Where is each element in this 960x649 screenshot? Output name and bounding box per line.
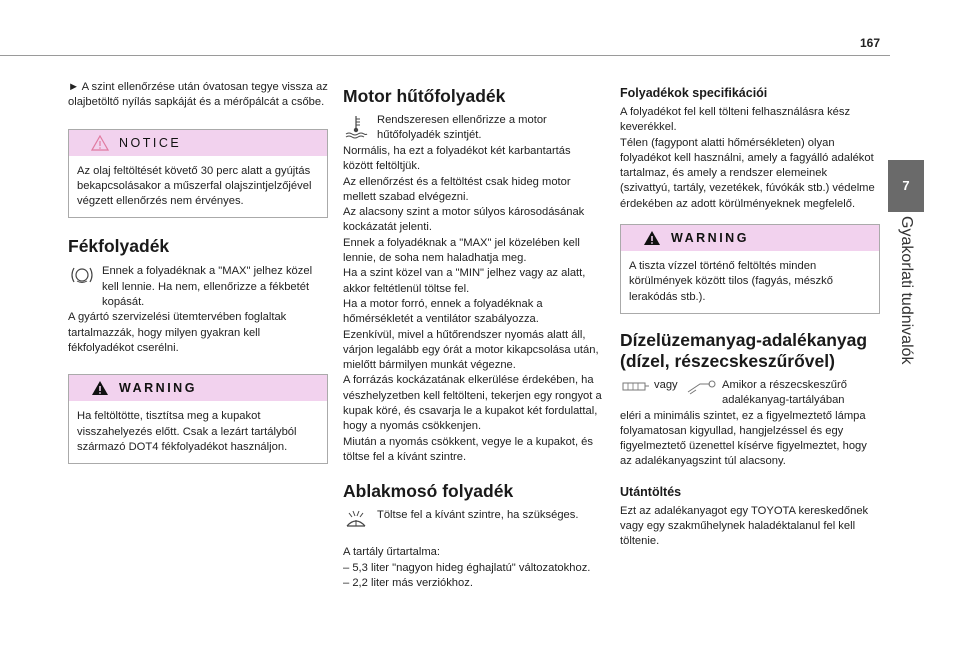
coolant-heading: Motor hűtőfolyadék — [343, 86, 506, 106]
spec-text-2: Télen (fagypont alatti hőmérsékleten) olyan folyadékot kell használni, amely a fagyálló adalékot tartalmaz, és amely a rendszer elemeinek (szivattyú, tartály, vezetékek, fúvókák stb.) védelme érdekében az adott körülményeknek megfelelő. — [620, 136, 875, 210]
washer-text-wrap — [377, 508, 603, 537]
washer-text: Töltse fel a kívánt szintre, ha szükséges. — [377, 509, 579, 522]
warning-box-water — [620, 224, 880, 314]
washer-option-1: – 5,3 liter "nagyon hideg éghajlatú" változatokhoz. — [343, 561, 591, 574]
notice-label: NOTICE — [119, 135, 182, 150]
warning-label-brake: WARNING — [119, 381, 197, 396]
warning-box-brake — [68, 374, 328, 464]
chapter-tab: 7 — [888, 160, 924, 212]
column-1 — [68, 80, 328, 464]
page-number: 167 — [859, 36, 880, 50]
notice-box — [68, 129, 328, 219]
diesel-additive-heading: Dízelüzemanyag-adalékanyag (dízel, részecskeszűrővel) — [620, 329, 868, 371]
brake-fluid-row — [68, 264, 328, 310]
diesel-text-2: eléri a minimális szintet, ez a figyelmeztető lámpa folyamatosan kigyullad, hangjelzéssel és egy figyelmeztető üzenettel kísérve figyelmeztet, hogy az adalékanyagszint túl alacsony. — [620, 409, 867, 468]
notice-body — [69, 156, 327, 218]
notice-text: Az olaj feltöltését követő 30 perc alatt a gyújtás bekapcsolásakor a műszerfal olajszintjelzőjével végzett ellenőrzés nem érvényes. — [77, 164, 312, 208]
diesel-text-1-wrap — [722, 378, 880, 409]
spec-text-1: A folyadékot fel kell tölteni felhasználásra kész keverékkel. — [620, 106, 851, 134]
header-rule — [0, 55, 890, 56]
brake-fluid-heading: Fékfolyadék — [68, 236, 170, 257]
brake-fluid-text-2: A gyártó szervizelési ütemtervében foglaltak tartalmazzák, hogy milyen gyakran kell fékfolyadékot cserélni. — [68, 311, 287, 354]
coolant-line-5: Ennek a folyadéknak a "MAX" jel közelében kell lennie, de soha nem haladhatja meg. — [343, 236, 580, 265]
brake-fluid-icon — [68, 264, 102, 310]
diesel-text-1: Amikor a részecskeszűrő adalékanyag-tartályában — [722, 378, 847, 407]
refill-heading: Utántöltés — [620, 484, 682, 499]
coolant-line-3: Az ellenőrzést és a feltöltést csak hideg motor mellett szabad elvégezni. — [343, 175, 571, 203]
coolant-line-4: Az alacsony szint a motor súlyos károsodásának kockázatát jelenti. — [343, 206, 585, 234]
warning-label-water: WARNING — [671, 231, 749, 246]
coolant-line-6: Ha a szint közel van a "MIN" jelhez vagy az alatt, akkor feltétlenül töltse fel. — [343, 267, 586, 295]
washer-fluid-icon — [343, 508, 377, 537]
additive-icon — [686, 378, 722, 409]
diesel-or: vagy — [654, 378, 678, 391]
warning-text-brake: Ha feltöltötte, tisztítsa meg a kupakot visszahelyezés előtt. Csak a lezárt tartályból származó DOT4 fékfolyadékot használjon. — [77, 410, 297, 453]
diesel-or-wrap — [654, 378, 686, 409]
coolant-line-1: Rendszeresen ellenőrizze a motor hűtőfolyadék szintjét. — [377, 114, 547, 142]
warning-header-brake — [69, 375, 327, 401]
oil-intro-text: ► A szint ellenőrzése után óvatosan tegye vissza az olajbetöltő nyílás sapkáját és a mérőpálcát a csőbe. — [68, 81, 328, 109]
warning-triangle-icon — [91, 380, 109, 396]
coolant-line-10: Miután a nyomás csökkent, vegye le a kupakot, és töltse fel a kívánt szintre. — [343, 435, 593, 463]
warning-body-water — [621, 251, 879, 313]
coolant-line-7: Ha a motor forró, ennek a folyadéknak a hőmérsékletét a ventilátor szabályozza. — [343, 297, 543, 326]
coolant-line-1-wrap — [377, 113, 603, 144]
warning-body-brake — [69, 401, 327, 463]
warning-header-water — [621, 225, 879, 251]
washer-heading: Ablakmosó folyadék — [343, 481, 514, 502]
coolant-line-9: A forrázás kockázatának elkerülése érdekében, ha vészhelyzetben kell feltölteni, tekerjen egy rongyot a kupak köré, és csavarja le a kupakot két fordulattal, hogy a nyomás csökkenjen. — [343, 374, 602, 433]
spec-heading: Folyadékok specifikációi — [620, 86, 768, 100]
coolant-line-8: Ezenkívül, mivel a hűtőrendszer nyomás alatt áll, várjon legalább egy órát a motor kikapcsolása után, mielőtt bármilyen munkát végezne. — [343, 328, 599, 372]
column-2 — [343, 80, 603, 591]
column-3 — [620, 80, 880, 550]
brake-fluid-text-1: Ennek a folyadéknak a "MAX" jelhez közel kell lennie. Ha nem, ellenőrizze a fékbetét kopását. — [102, 265, 313, 309]
diesel-additive-row — [620, 378, 880, 409]
coolant-line-2: Normális, ha ezt a folyadékot két karbantartás között feltöltjük. — [343, 145, 571, 173]
coolant-row — [343, 113, 603, 144]
particle-filter-icon — [620, 378, 654, 409]
coolant-temperature-icon — [343, 113, 377, 144]
warning-triangle-icon — [91, 135, 109, 151]
notice-header — [69, 130, 327, 156]
brake-fluid-text-1-wrap — [102, 264, 328, 310]
washer-capacity: A tartály űrtartalma: — [343, 546, 440, 559]
chapter-label — [883, 212, 929, 412]
washer-row — [343, 508, 603, 537]
refill-text: Ezt az adalékanyagot egy TOYOTA kereskedőnek vagy egy szakműhelynek haladéktalanul fel kell töltenie. — [620, 504, 869, 548]
warning-triangle-icon — [643, 230, 661, 246]
chapter-title: Gyakorlati tudnivalók — [898, 216, 915, 365]
warning-text-water: A tiszta vízzel történő feltöltés minden körülmények között tilos (fagyás, mészkő lerakódás stb.). — [629, 260, 833, 303]
washer-option-2: – 2,2 liter más verziókhoz. — [343, 576, 473, 589]
